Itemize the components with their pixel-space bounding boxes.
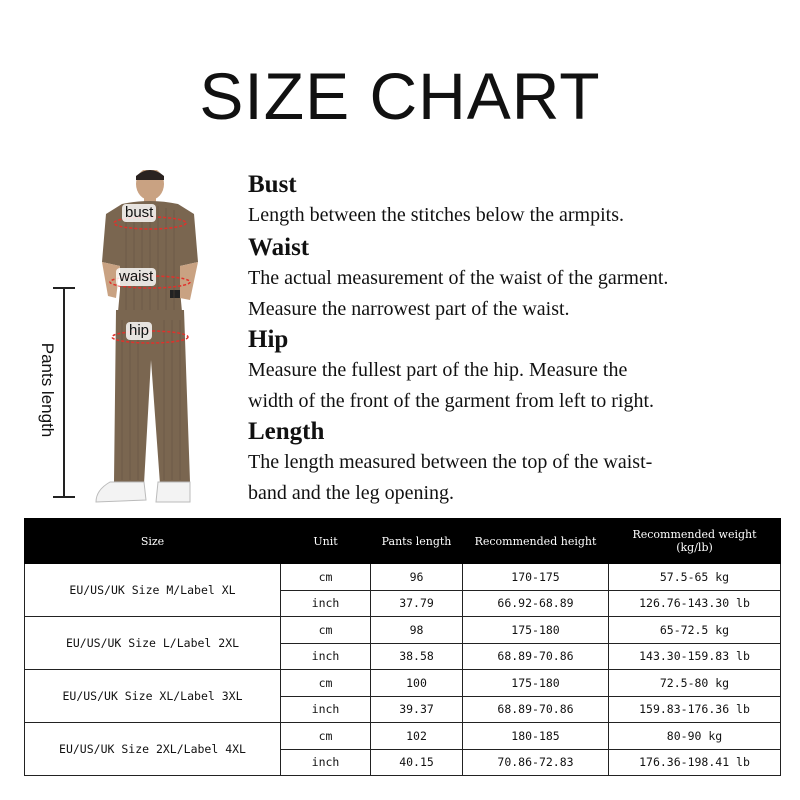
height-cell: 175-180 bbox=[463, 617, 609, 644]
weight-cell: 80-90 kg bbox=[609, 723, 781, 750]
header-weight-line-1: Recommended weight bbox=[632, 528, 757, 541]
pants-length-label: Pants length bbox=[38, 342, 57, 438]
bust-heading: Bust bbox=[248, 171, 297, 198]
pants-length-cell: 38.58 bbox=[371, 643, 463, 670]
size-cell: EU/US/UK Size L/Label 2XL bbox=[25, 617, 281, 670]
height-cell: 175-180 bbox=[463, 670, 609, 697]
pants-length-cell: 100 bbox=[371, 670, 463, 697]
pants-length-cell: 96 bbox=[371, 564, 463, 591]
table-row bbox=[25, 723, 781, 750]
pants-length-cell: 40.15 bbox=[371, 749, 463, 776]
height-cell: 68.89-70.86 bbox=[463, 643, 609, 670]
header-size: Size bbox=[25, 519, 281, 564]
weight-cell: 57.5-65 kg bbox=[609, 564, 781, 591]
size-cell: EU/US/UK Size 2XL/Label 4XL bbox=[25, 723, 281, 776]
pants-length-cell: 39.37 bbox=[371, 696, 463, 723]
bust-label: bust bbox=[122, 204, 156, 222]
size-cell: EU/US/UK Size M/Label XL bbox=[25, 564, 281, 617]
table-header-row bbox=[25, 519, 781, 564]
length-description bbox=[248, 447, 788, 509]
length-description-line-2: band and the leg opening. bbox=[248, 482, 455, 504]
model-figure bbox=[30, 170, 240, 510]
waist-label: waist bbox=[116, 268, 156, 286]
bust-description: Length between the stitches below the armpits. bbox=[248, 204, 625, 226]
weight-cell: 65-72.5 kg bbox=[609, 617, 781, 644]
header-unit: Unit bbox=[281, 519, 371, 564]
length-heading: Length bbox=[248, 418, 325, 445]
header-recommended-height: Recommended height bbox=[463, 519, 609, 564]
table-row bbox=[25, 670, 781, 697]
pants-length-cap-top bbox=[53, 287, 75, 289]
unit-cell: inch bbox=[281, 696, 371, 723]
size-table bbox=[24, 518, 781, 776]
pants-length-cell: 37.79 bbox=[371, 590, 463, 617]
pants-length-cell: 102 bbox=[371, 723, 463, 750]
hip-description-line-2: width of the front of the garment from left to right. bbox=[248, 390, 655, 412]
pants-length-line bbox=[63, 288, 65, 498]
height-cell: 68.89-70.86 bbox=[463, 696, 609, 723]
unit-cell: cm bbox=[281, 723, 371, 750]
unit-cell: inch bbox=[281, 643, 371, 670]
weight-cell: 176.36-198.41 lb bbox=[609, 749, 781, 776]
weight-cell: 72.5-80 kg bbox=[609, 670, 781, 697]
table-row bbox=[25, 617, 781, 644]
height-cell: 180-185 bbox=[463, 723, 609, 750]
weight-cell: 126.76-143.30 lb bbox=[609, 590, 781, 617]
weight-cell: 143.30-159.83 lb bbox=[609, 643, 781, 670]
waist-description-line-2: Measure the narrowest part of the waist. bbox=[248, 298, 570, 320]
hip-heading: Hip bbox=[248, 326, 289, 353]
length-description-line-1: The length measured between the top of the waist- bbox=[248, 451, 653, 473]
measurement-descriptions bbox=[248, 170, 788, 511]
unit-cell: inch bbox=[281, 749, 371, 776]
height-cell: 170-175 bbox=[463, 564, 609, 591]
header-pants-length: Pants length bbox=[371, 519, 463, 564]
waist-description-line-1: The actual measurement of the waist of the garment. bbox=[248, 267, 669, 289]
waist-description bbox=[248, 263, 788, 325]
size-cell: EU/US/UK Size XL/Label 3XL bbox=[25, 670, 281, 723]
pants-length-cell: 98 bbox=[371, 617, 463, 644]
unit-cell: cm bbox=[281, 670, 371, 697]
header-weight-line-2: (kg/lb) bbox=[676, 541, 713, 554]
unit-cell: inch bbox=[281, 590, 371, 617]
header-recommended-weight bbox=[609, 519, 781, 564]
pants-length-cap-bottom bbox=[53, 496, 75, 498]
height-cell: 66.92-68.89 bbox=[463, 590, 609, 617]
unit-cell: cm bbox=[281, 564, 371, 591]
hip-description-line-1: Measure the fullest part of the hip. Measure the bbox=[248, 359, 628, 381]
page-title: SIZE CHART bbox=[199, 59, 601, 133]
hip-label: hip bbox=[126, 322, 152, 340]
weight-cell: 159.83-176.36 lb bbox=[609, 696, 781, 723]
table-row bbox=[25, 564, 781, 591]
waist-heading: Waist bbox=[248, 234, 310, 261]
height-cell: 70.86-72.83 bbox=[463, 749, 609, 776]
unit-cell: cm bbox=[281, 617, 371, 644]
hip-description bbox=[248, 355, 788, 417]
